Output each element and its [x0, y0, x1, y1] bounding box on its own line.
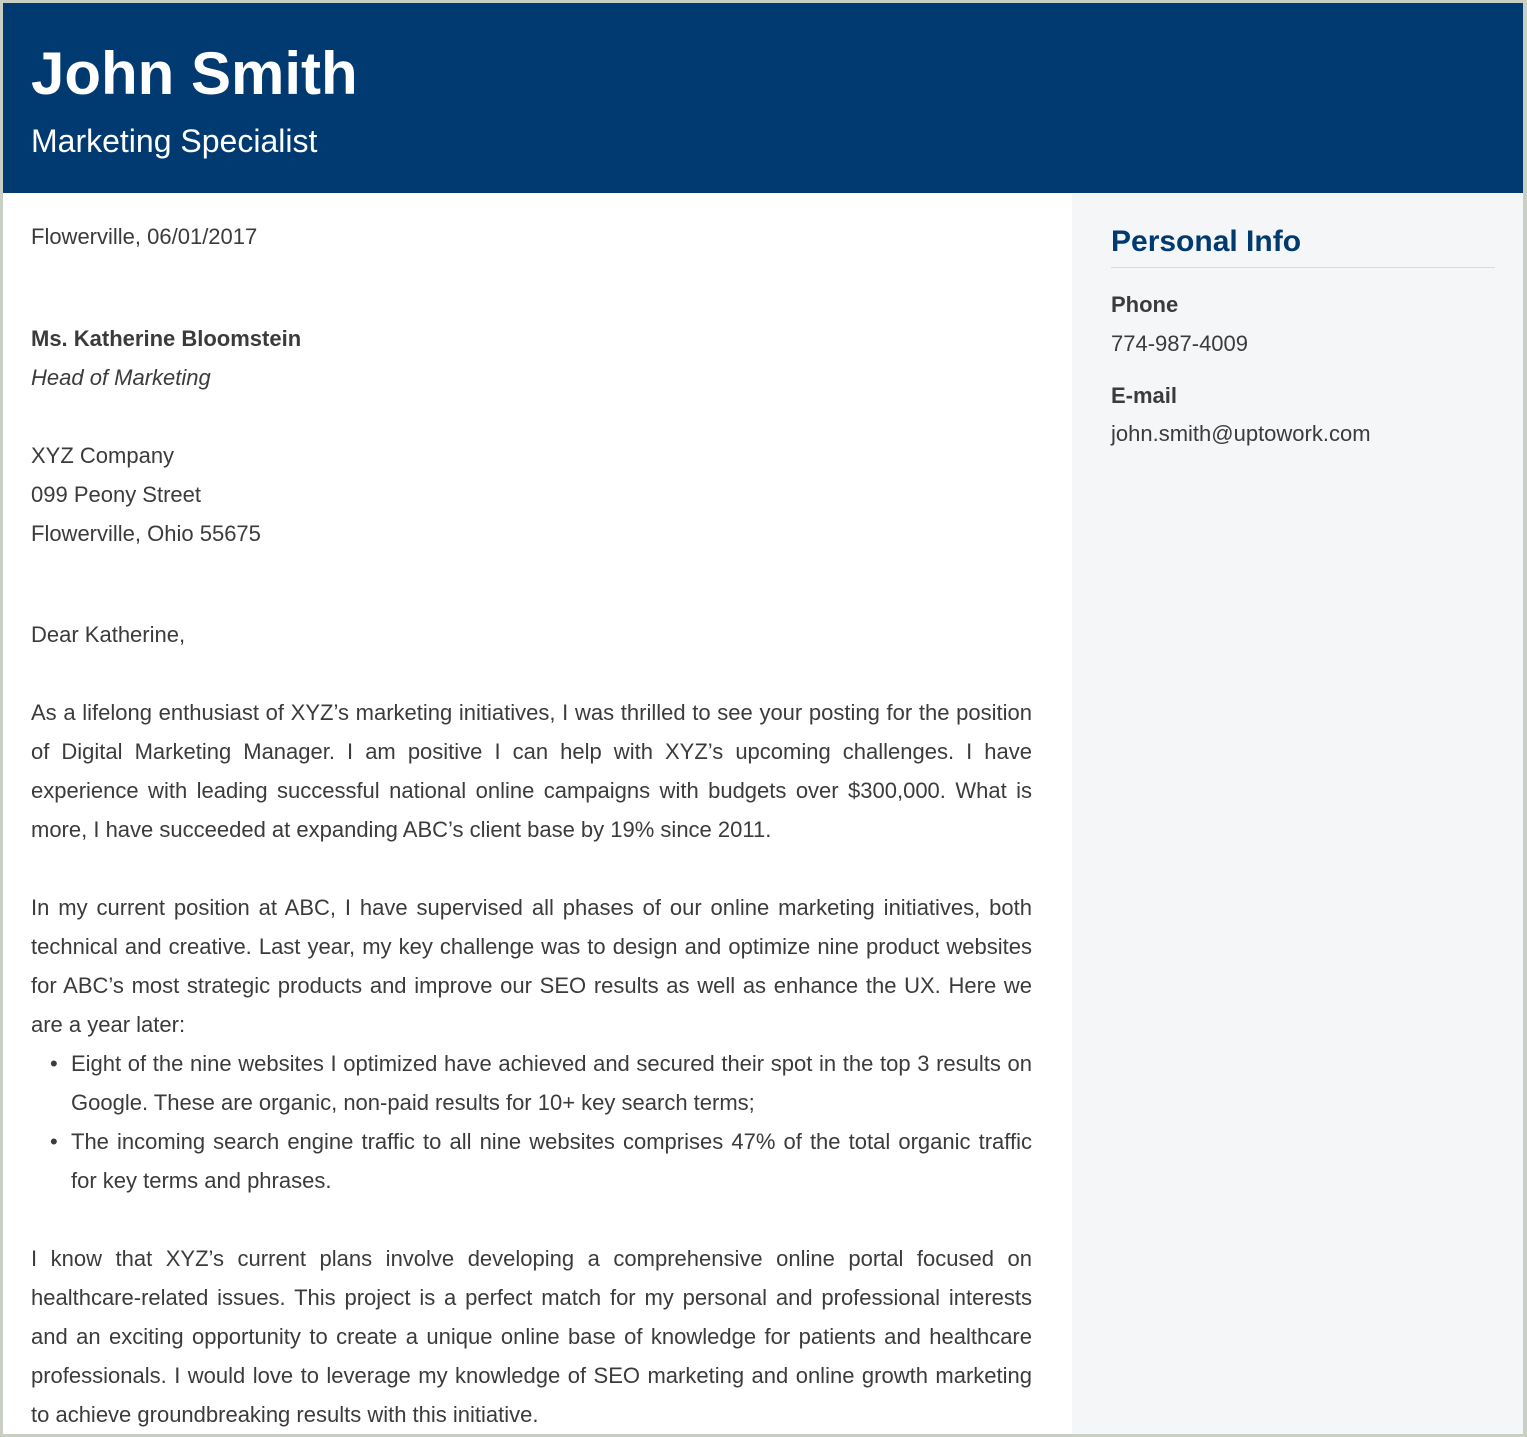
- achievement-list: [31, 1044, 1032, 1200]
- cover-letter-page: [3, 3, 1523, 1434]
- city-state-zip: Flowerville, Ohio 55675: [31, 521, 261, 546]
- email-label: E-mail: [1111, 383, 1178, 408]
- phone-value: 774-987-4009: [1111, 331, 1249, 356]
- street-address: 099 Peony Street: [31, 482, 202, 507]
- applicant-name: John Smith: [31, 40, 358, 107]
- list-item: • The incoming search engine traffic to all nine websites comprises 47% of the total organic traffic for key terms and phrases.: [31, 1122, 1032, 1200]
- recipient-address: [31, 436, 261, 553]
- personal-info-sidebar: [1072, 193, 1523, 1434]
- phone-label: Phone: [1111, 292, 1179, 317]
- paragraph-1: As a lifelong enthusiast of XYZ’s marketing initiatives, I was thrilled to see your posting for the position of Digital Marketing Manager. I am positive I can help with XYZ’s upcoming challenges. I have experience with leading successful national online campaigns with budgets over $300,000. What is more, I have succeeded at expanding ABC’s client base by 19% since 2011.: [31, 700, 1032, 842]
- company-name: XYZ Company: [31, 443, 175, 468]
- list-item: • Eight of the nine websites I optimized have achieved and secured their spot in the top 3 results on Google. These are organic, non-paid results for 10+ key search terms;: [31, 1044, 1032, 1122]
- email-value: john.smith@uptowork.com: [1111, 421, 1371, 446]
- header-banner: [3, 3, 1523, 193]
- applicant-job-title: Marketing Specialist: [31, 123, 318, 159]
- recipient-name: Ms. Katherine Bloomstein: [31, 326, 302, 351]
- date-line: Flowerville, 06/01/2017: [31, 224, 258, 249]
- sidebar-title: Personal Info: [1111, 223, 1495, 268]
- recipient-title: Head of Marketing: [31, 365, 211, 390]
- greeting: Dear Katherine,: [31, 622, 186, 647]
- paragraph-2: In my current position at ABC, I have supervised all phases of our online marketing initiatives, both technical and creative. Last year, my key challenge was to design and optimize nine product websites for ABC’s most strategic products and improve our SEO results as well as enhance the UX. Here we are a year later:: [31, 895, 1032, 1037]
- paragraph-3: I know that XYZ’s current plans involve developing a comprehensive online portal focused on healthcare-related issues. This project is a perfect match for my personal and professional interests and an exciting opportunity to create a unique online base of knowledge for patients and healthcare professionals. I would love to leverage my knowledge of SEO marketing and online growth marketing to achieve groundbreaking results with this initiative.: [31, 1246, 1032, 1427]
